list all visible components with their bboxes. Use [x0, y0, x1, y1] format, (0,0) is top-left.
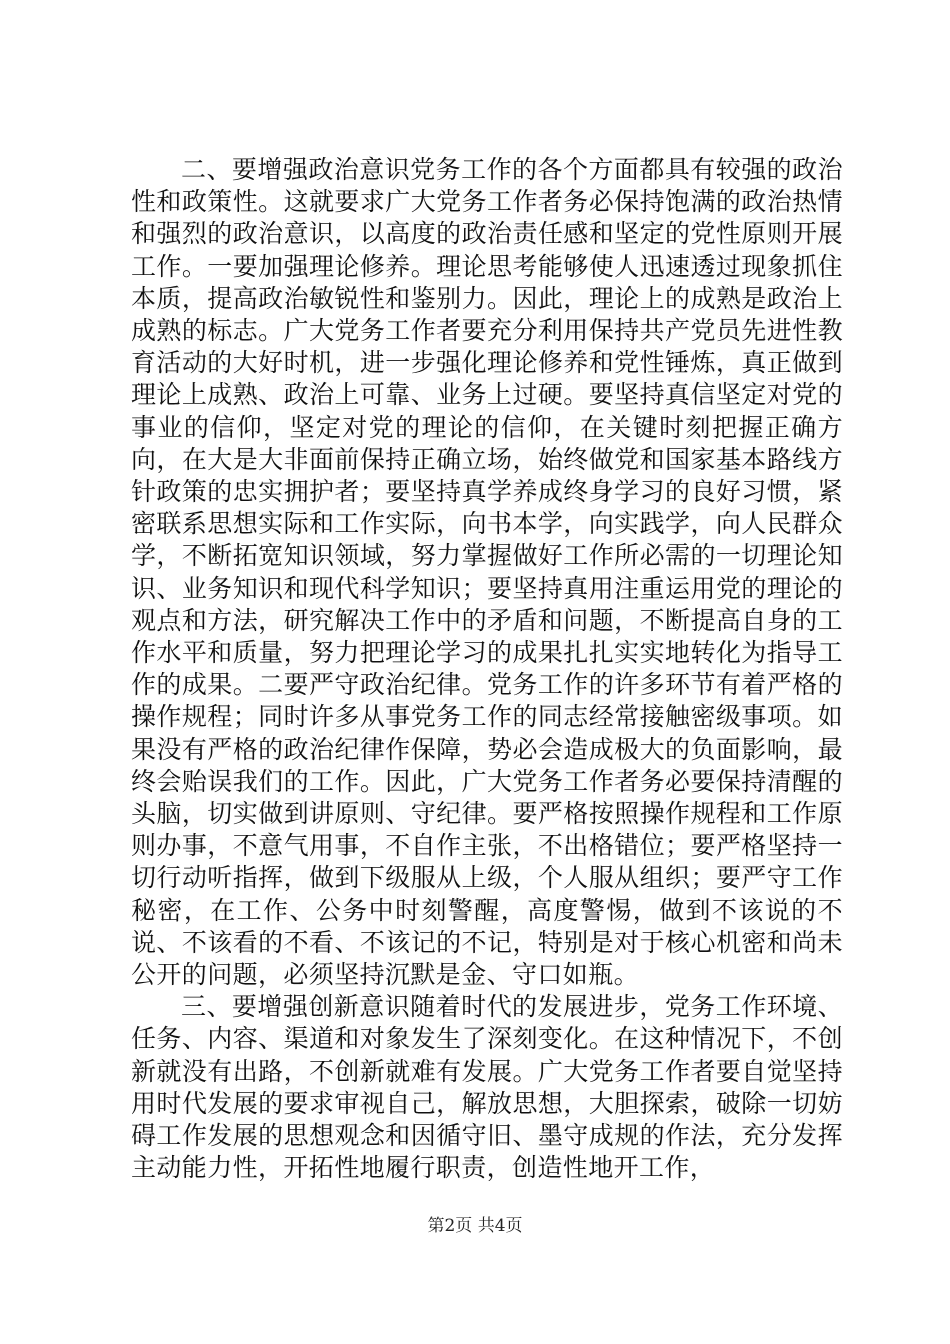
document-body: [131, 154, 843, 1185]
page-footer: [0, 1216, 950, 1236]
paragraph-innovation-awareness: 三、要增强创新意识随着时代的发展进步，党务工作环境、任务、内容、渠道和对象发生了深刻变化。在这种情况下，不创新就没有出路，不创新就难有发展。广大党务工作者要自觉坚持用时代发展的要求审视自己，解放思想，大胆探索，破除一切妨碍工作发展的思想观念和因循守旧、墨守成规的作法，充分发挥主动能力性，开拓性地履行职责，创造性地开工作，: [131, 992, 843, 1183]
paragraph-political-awareness: 二、要增强政治意识党务工作的各个方面都具有较强的政治性和政策性。这就要求广大党务工作者务必保持饱满的政治热情和强烈的政治意识，以高度的政治责任感和坚定的党性原则开展工作。一要加强理论修养。理论思考能够使人迅速透过现象抓住本质，提高政治敏锐性和鉴别力。因此，理论上的成熟是政治上成熟的标志。广大党务工作者要充分利用保持共产党员先进性教育活动的大好时机，进一步强化理论修养和党性锤炼，真正做到理论上成熟、政治上可靠、业务上过硬。要坚持真信坚定对党的事业的信仰，坚定对党的理论的信仰，在关键时刻把握正确方向，在大是大非面前保持正确立场，始终做党和国家基本路线方针政策的忠实拥护者；要坚持真学养成终身学习的良好习惯，紧密联系思想实际和工作实际，向书本学，向实践学，向人民群众学，不断拓宽知识领域，努力掌握做好工作所必需的一切理论知识、业务知识和现代科学知识；要坚持真用注重运用党的理论的观点和方法，研究解决工作中的矛盾和问题，不断提高自身的工作水平和质量，努力把理论学习的成果扎扎实实地转化为指导工作的成果。二要严守政治纪律。党务工作的许多环节有着严格的操作规程；同时许多从事党务工作的同志经常接触密级事项。如果没有严格的政治纪律作保障，势必会造成极大的负面影响，最终会贻误我们的工作。因此，广大党务工作者务必要保持清醒的头脑，切实做到讲原则、守纪律。要严格按照操作规程和工作原则办事，不意气用事，不自作主张，不出格错位；要严格坚持一切行动听指挥，做到下级服从上级，个人服从组织；要严守工作秘密，在工作、公务中时刻警醒，高度警惕，做到不该说的不说、不该看的不看、不该记的不记，特别是对于核心机密和尚未公开的问题，必须坚持沉默是金、守口如瓶。: [131, 155, 843, 990]
page-number-indicator: 第2页 共4页: [427, 1216, 523, 1236]
